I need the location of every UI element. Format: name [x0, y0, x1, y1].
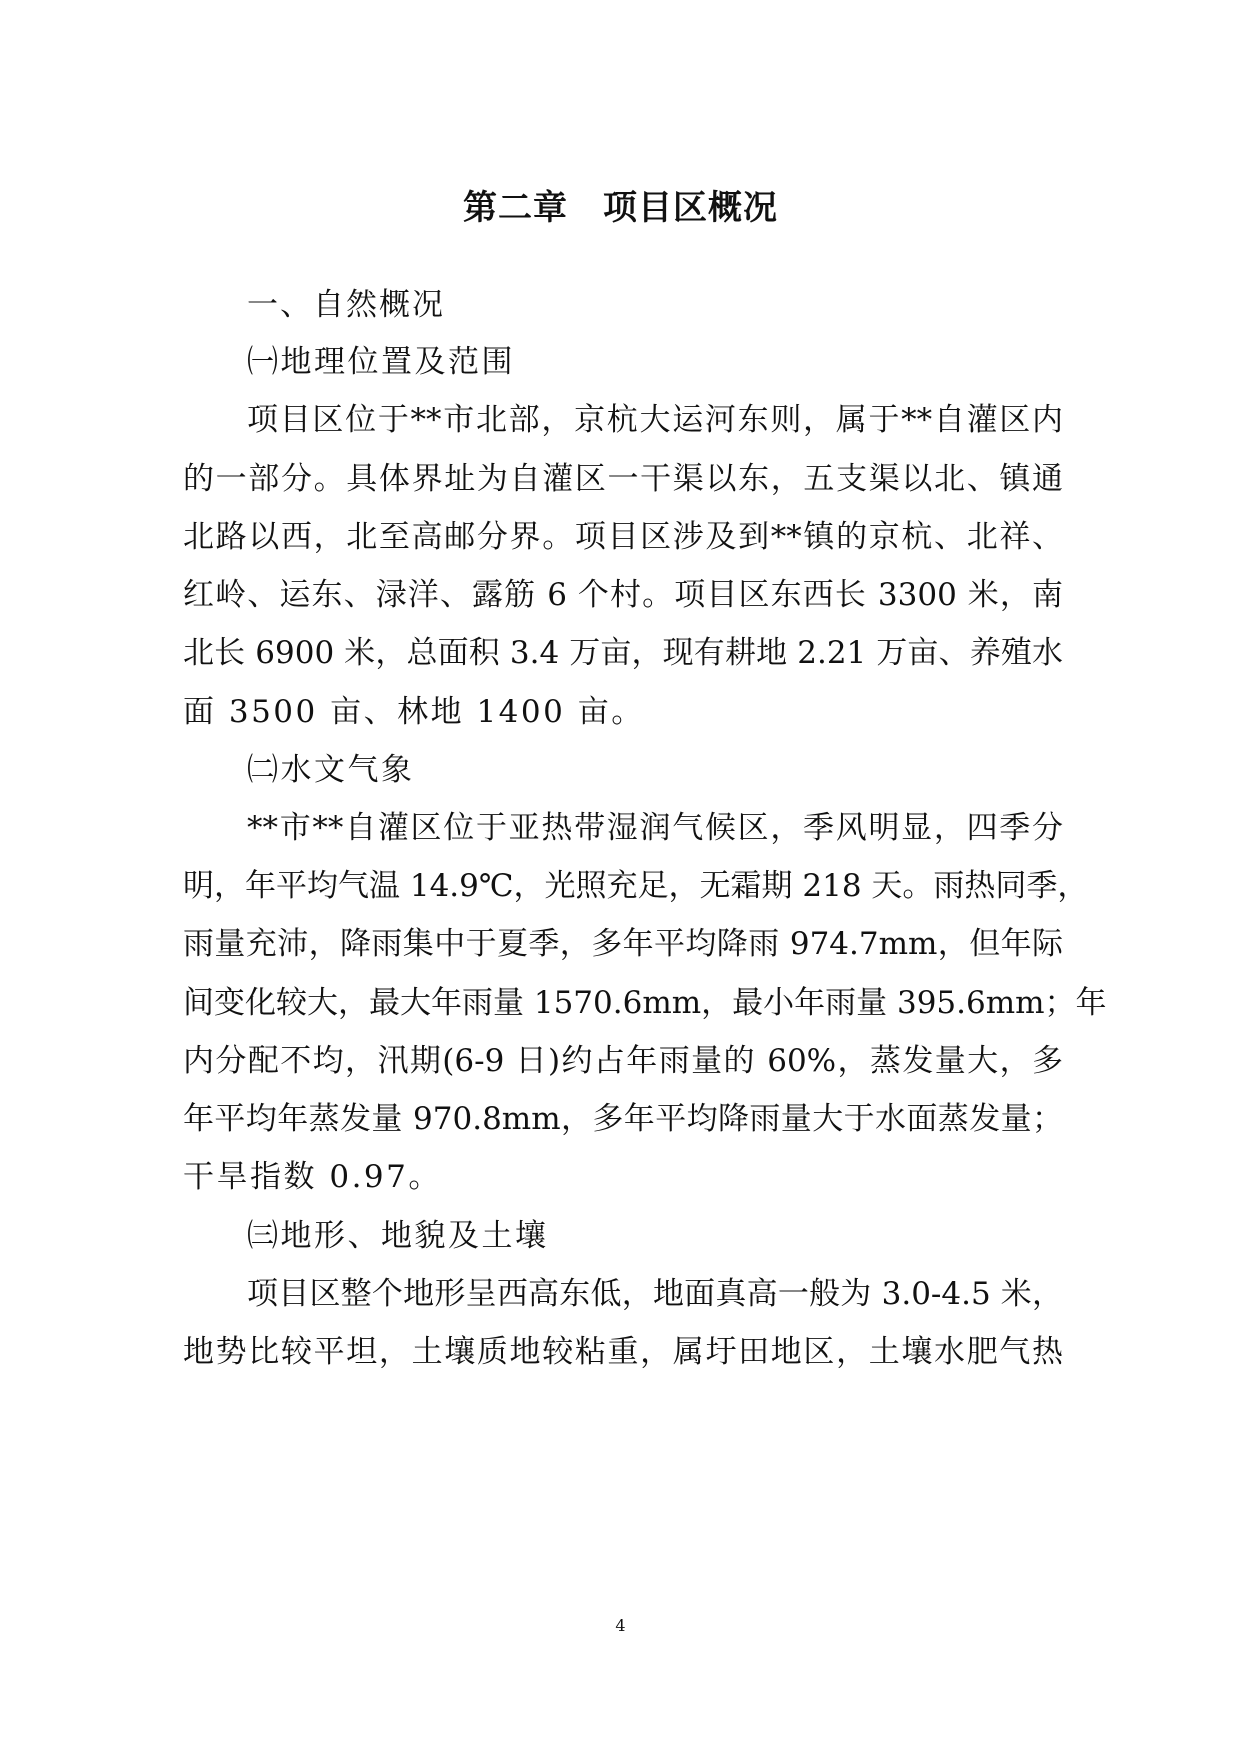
paragraph-line: 项目区整个地形呈西高东低，地面真高一般为 3.0-4.5 米，	[247, 1276, 1063, 1312]
paragraph-line: 项目区位于**市北部，京杭大运河东则，属于**自灌区内	[247, 402, 1063, 438]
paragraph-line: 面 3500 亩、林地 1400 亩。	[183, 694, 645, 730]
paragraph-line: 北长 6900 米，总面积 3.4 万亩，现有耕地 2.21 万亩、养殖水	[183, 635, 1063, 671]
paragraph-line: **市**自灌区位于亚热带湿润气候区，季风明显，四季分	[247, 810, 1063, 846]
paragraph-line: 红岭、运东、渌洋、露筋 6 个村。项目区东西长 3300 米，南	[183, 577, 1063, 613]
chapter-title: 第二章 项目区概况	[463, 188, 778, 228]
paragraph-line: 雨量充沛，降雨集中于夏季，多年平均降雨 974.7mm，但年际	[183, 926, 1063, 962]
paragraph-line: 干旱指数 0.97。	[183, 1159, 442, 1195]
section-heading-natural-overview: 一、自然概况	[247, 287, 445, 323]
subsection-heading-location: ㈠地理位置及范围	[247, 344, 515, 380]
subsection-heading-hydrology: ㈡水文气象	[247, 752, 415, 788]
subsection-heading-terrain: ㈢地形、地貌及土壤	[247, 1218, 549, 1254]
paragraph-line: 北路以西，北至高邮分界。项目区涉及到**镇的京杭、北祥、	[183, 519, 1063, 555]
paragraph-line: 年平均年蒸发量 970.8mm，多年平均降雨量大于水面蒸发量；	[183, 1101, 1063, 1137]
paragraph-line: 明，年平均气温 14.9℃，光照充足，无霜期 218 天。雨热同季，	[183, 868, 1089, 904]
paragraph-line: 内分配不均，汛期(6-9 日)约占年雨量的 60%，蒸发量大，多	[183, 1043, 1063, 1079]
page-number: 4	[615, 1616, 626, 1635]
paragraph-line: 的一部分。具体界址为自灌区一干渠以东，五支渠以北、镇通	[183, 461, 1063, 497]
paragraph-line: 地势比较平坦，土壤质地较粘重，属圩田地区，土壤水肥气热	[183, 1334, 1063, 1370]
paragraph-line: 间变化较大，最大年雨量 1570.6mm，最小年雨量 395.6mm；年	[183, 985, 1107, 1021]
